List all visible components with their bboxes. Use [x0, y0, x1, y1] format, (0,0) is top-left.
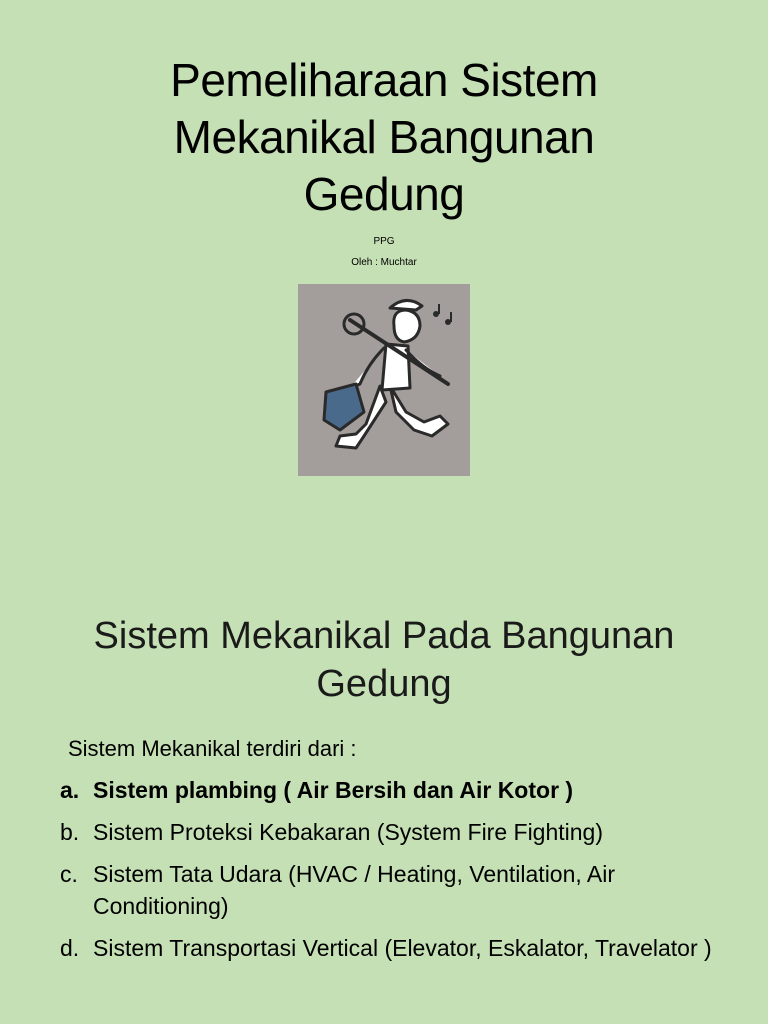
subtitle-program: PPG [373, 236, 395, 247]
system-list [60, 774, 740, 974]
list-item [60, 774, 740, 806]
list-item-text: Sistem plambing ( Air Bersih dan Air Kotor ) [93, 777, 574, 803]
subtitle-author: Oleh : Muchtar [351, 257, 417, 268]
list-item-text: Sistem Proteksi Kebakaran (System Fire Fighting) [93, 819, 604, 845]
list-item-text: Sistem Tata Udara (HVAC / Heating, Ventilation, Air Conditioning) [93, 861, 616, 919]
list-item-text: Sistem Transportasi Vertical (Elevator, Eskalator, Travelator ) [93, 935, 712, 961]
plumber-walking-icon [298, 284, 470, 476]
list-item-marker: b. [60, 819, 80, 845]
list-item-marker: a. [60, 777, 80, 803]
content-slide [0, 560, 768, 1024]
list-item [60, 858, 740, 922]
list-item [60, 932, 740, 964]
plumber-illustration [298, 284, 470, 476]
slide-heading: Sistem Mekanikal Pada Bangunan Gedung [93, 615, 675, 705]
list-item-marker: c. [60, 861, 78, 887]
slide-title: Pemeliharaan Sistem Mekanikal Bangunan Gedung [170, 54, 598, 220]
list-item [60, 816, 740, 848]
list-item-marker: d. [60, 935, 80, 961]
list-intro: Sistem Mekanikal terdiri dari : [68, 736, 357, 761]
